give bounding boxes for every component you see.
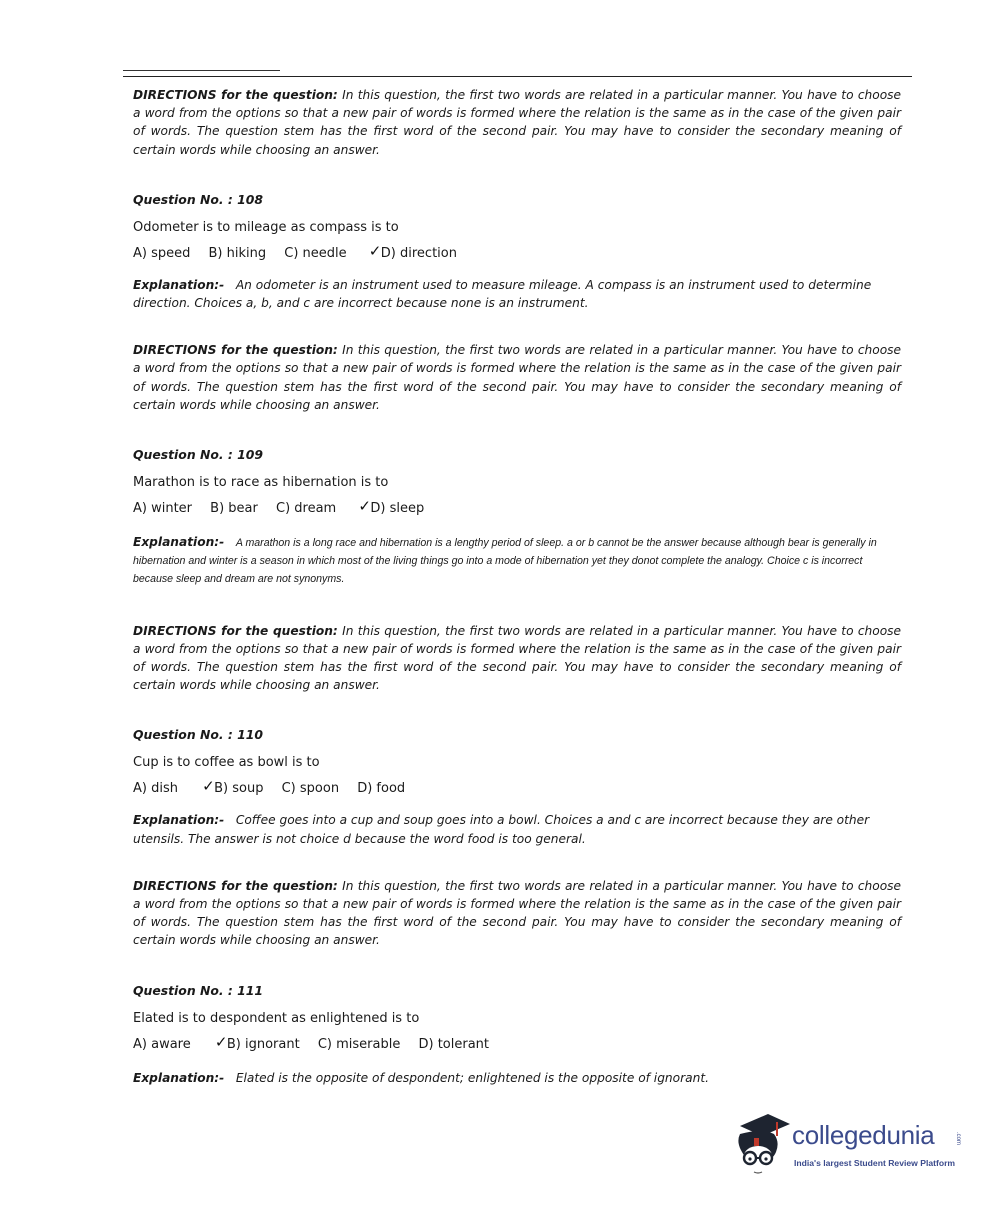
explanation-text: Coffee goes into a cup and soup goes into a bowl. Choices a and c are incorrect because they are other utensils. The answer is not choice d because the word food is too general. xyxy=(133,813,870,846)
explanation-111 xyxy=(133,1069,901,1087)
explanation-108 xyxy=(133,276,901,312)
directions-label: DIRECTIONS for the question: xyxy=(133,623,338,638)
option-b-correct xyxy=(214,1032,300,1052)
option-b-correct xyxy=(202,777,264,797)
question-number-111: Question No. : 111 xyxy=(133,982,263,998)
question-stem-110: Cup is to coffee as bowl is to xyxy=(133,755,320,771)
question-number-108: Question No. : 108 xyxy=(133,191,263,207)
check-icon: ✓ xyxy=(214,1032,228,1051)
explanation-text: An odometer is an instrument used to measure mileage. A compass is an instrument used to determine direction. Choices a, b, and c are incorrect because none is an instrument. xyxy=(133,277,872,311)
option-a: A) speed xyxy=(133,245,191,261)
options-108 xyxy=(133,241,901,261)
explanation-label: Explanation:- xyxy=(133,813,225,828)
explanation-110 xyxy=(133,811,901,847)
explanation-label: Explanation:- xyxy=(133,1070,225,1085)
check-icon: ✓ xyxy=(358,497,371,516)
options-109 xyxy=(133,497,901,517)
brand-suffix: .com xyxy=(955,1132,961,1146)
directions-108 xyxy=(133,86,901,159)
options-110 xyxy=(133,777,901,797)
directions-109 xyxy=(133,341,901,414)
check-icon: ✓ xyxy=(202,777,215,796)
option-b: B) bear xyxy=(210,501,258,517)
explanation-label: Explanation:- xyxy=(133,535,225,550)
option-a: A) aware xyxy=(133,1036,191,1052)
option-c: C) miserable xyxy=(317,1036,401,1052)
question-stem-109: Marathon is to race as hibernation is to xyxy=(133,475,389,491)
option-c: C) needle xyxy=(284,245,347,261)
option-c: C) spoon xyxy=(281,781,340,797)
option-c: C) dream xyxy=(276,501,337,517)
directions-111 xyxy=(133,877,901,950)
collegedunia-logo[interactable] xyxy=(732,1108,962,1180)
explanation-text: Elated is the opposite of despondent; enlightened is the opposite of ignorant. xyxy=(235,1070,709,1085)
check-icon: ✓ xyxy=(368,241,382,260)
directions-label: DIRECTIONS for the question: xyxy=(133,88,338,102)
directions-text: In this question, the first two words are related in a particular manner. You have to choose a word from the options so that a new pair of words is formed where the relation is the same as in the case of the given pair of words. The question stem has the first word of the second pair. You may have to consider the secondary meaning of certain words while choosing an answer. xyxy=(133,878,902,948)
brand-tagline: India's largest Student Review Platform xyxy=(794,1158,956,1168)
option-b: B) hiking xyxy=(208,245,267,261)
directions-text: In this question, the first two words are related in a particular manner. You have to choose a word from the options so that a new pair of words is formed where the relation is the same as in the case of the given pair of words. The question stem has the first word of the second pair. You may have to consider the secondary meaning of certain words while choosing an answer. xyxy=(133,88,902,157)
option-d-label: D) direction xyxy=(380,245,457,261)
question-number-109: Question No. : 109 xyxy=(133,447,263,463)
mascot-icon xyxy=(732,1108,794,1180)
brand-name: collegedunia xyxy=(792,1120,935,1150)
header-rule-short xyxy=(123,70,280,71)
directions-text: In this question, the first two words are related in a particular manner. You have to choose a word from the options so that a new pair of words is formed where the relation is the same as in the case of the given pair of words. The question stem has the first word of the second pair. You may have to consider the secondary meaning of certain words while choosing an answer. xyxy=(133,623,902,693)
directions-label: DIRECTIONS for the question: xyxy=(133,878,338,893)
option-d-correct xyxy=(368,241,457,261)
option-d: D) tolerant xyxy=(418,1036,490,1052)
option-d: D) food xyxy=(357,781,406,797)
option-b-label: B) ignorant xyxy=(226,1036,300,1052)
explanation-label: Explanation:- xyxy=(133,277,225,292)
explanation-text: A marathon is a long race and hibernation is a lengthy period of sleep. a or b cannot be the answer because although bear is generally in hibernation and winter is a season in which most of the living things go into a mode of hibernation yet they donot complete the analogy. Choice c is incorrect because sleep and dream are not synonyms. xyxy=(133,537,877,586)
directions-110 xyxy=(133,622,901,695)
question-stem-111: Elated is to despondent as enlightened is to xyxy=(133,1010,420,1026)
option-a: A) dish xyxy=(133,781,178,797)
directions-label: DIRECTIONS for the question: xyxy=(133,343,338,358)
directions-text: In this question, the first two words are related in a particular manner. You have to choose a word from the options so that a new pair of words is formed where the relation is the same as in the case of the given pair of words. The question stem has the first word of the second pair. You may have to consider the secondary meaning of certain words while choosing an answer. xyxy=(133,343,902,412)
options-111 xyxy=(133,1032,901,1052)
question-stem-108: Odometer is to mileage as compass is to xyxy=(133,219,399,235)
header-rule-long xyxy=(123,76,912,77)
explanation-109 xyxy=(133,533,901,588)
option-b-label: B) soup xyxy=(214,781,264,797)
question-page xyxy=(133,86,901,1087)
question-number-110: Question No. : 110 xyxy=(133,727,263,743)
option-a: A) winter xyxy=(133,501,193,517)
option-d-correct xyxy=(358,497,425,517)
option-d-label: D) sleep xyxy=(370,501,425,517)
